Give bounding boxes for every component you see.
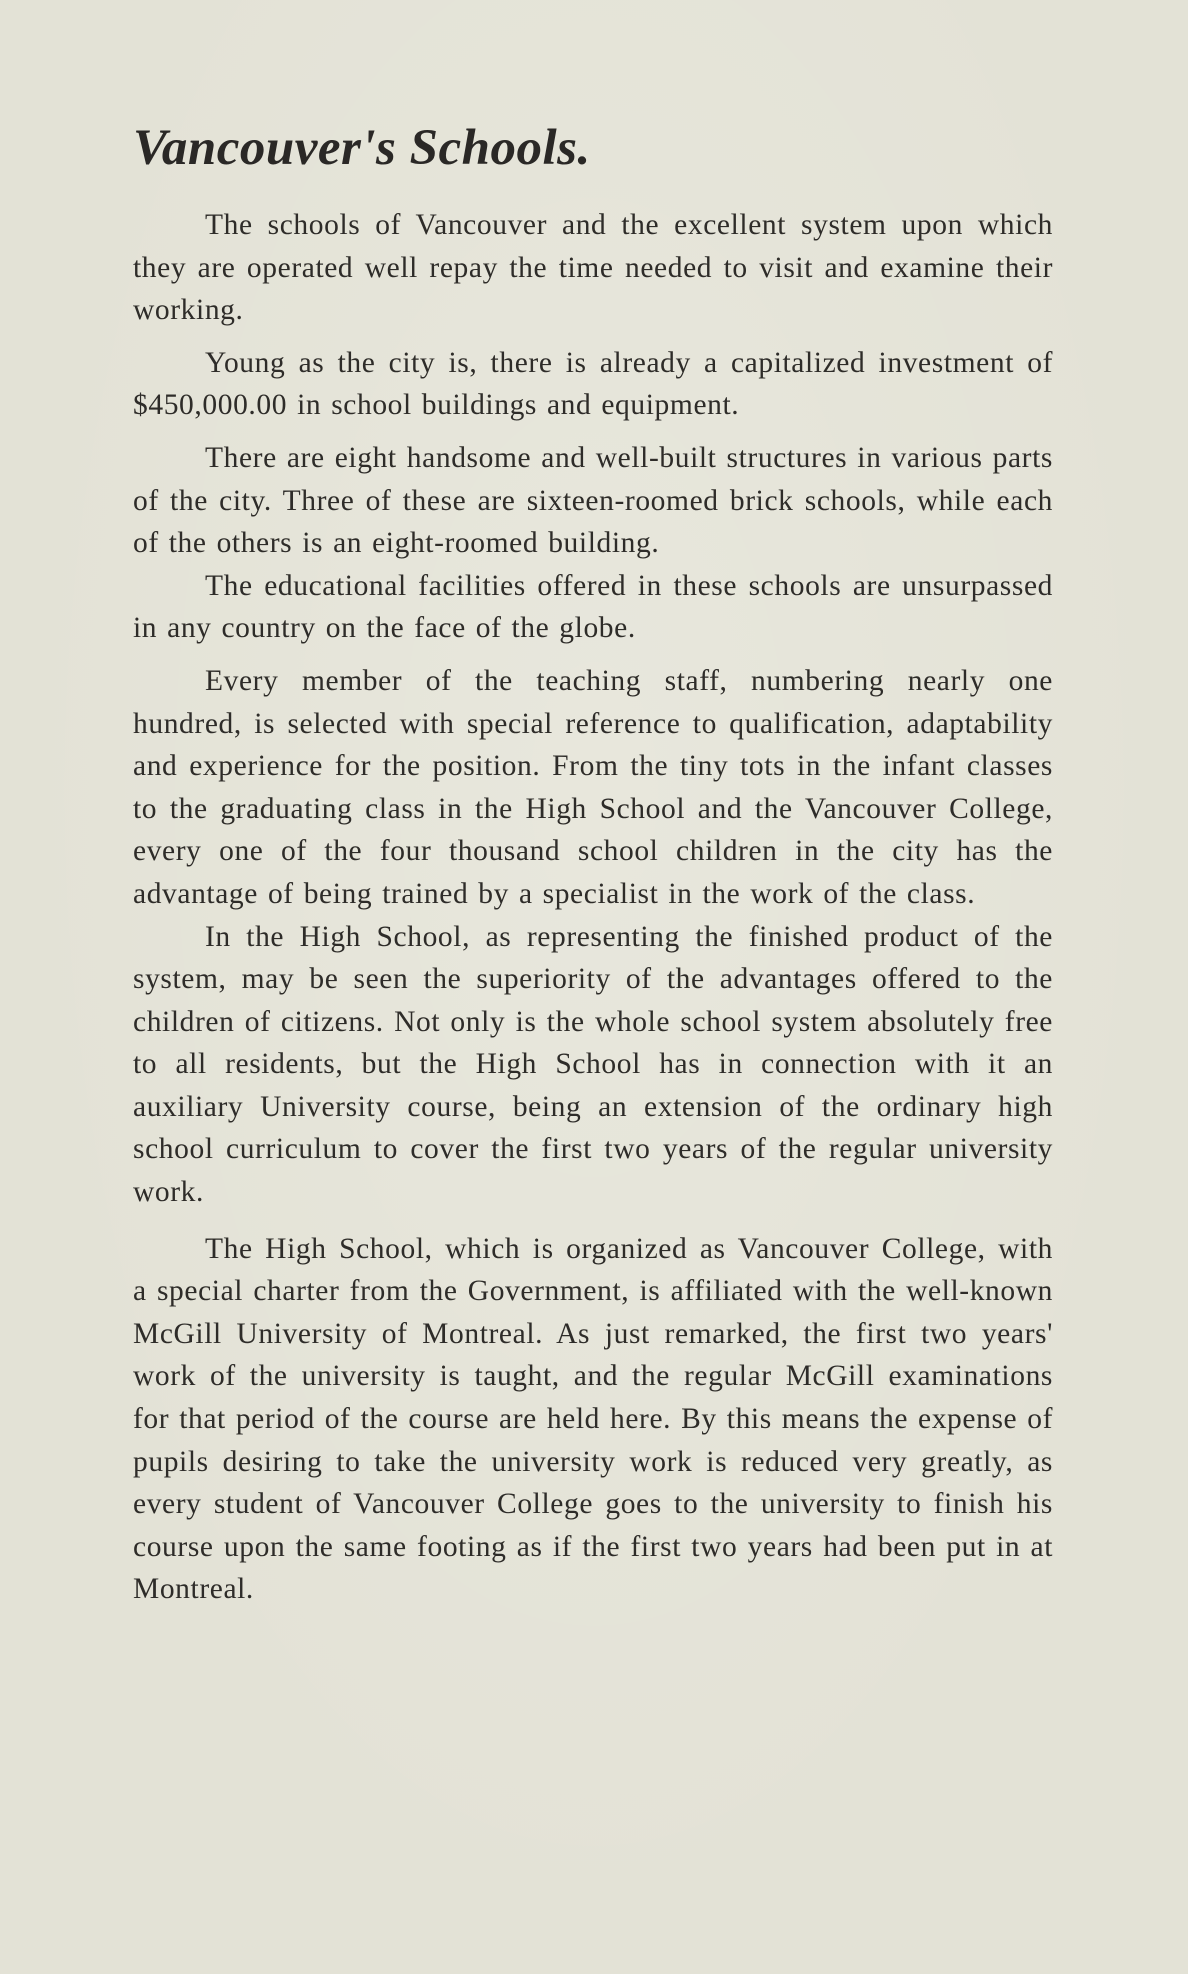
paragraph-vancouver-college: The High School, which is organized as Vancouver College, with a special charter from the Government, is affiliated with the well-known McGill University of Montreal. As just remarked, the first two years' work of the university is taught, and the regular McGill examinations for that period of the course are held here. By this means the expense of pupils desiring to take the university work is reduced very greatly, as every student of Vancouver College goes to the university to finish his course upon the same footing as if the first two years had been put in at Montreal. <box>133 1232 1053 1606</box>
page-title: Vancouver's Schools. <box>133 120 591 176</box>
paragraph-intro: The schools of Vancouver and the excellent system upon which they are operated well repay the time needed to visit and examine their working. <box>133 209 1053 327</box>
paragraph-teaching-staff: Every member of the teaching staff, numbering nearly one hundred, is selected with special reference to qualification, adaptability and experience for the position. From the tiny tots in the infant classes to the graduating class in the High School and the Vancouver College, every one of the four thousand school children in the city has the advantage of being trained by a specialist in the work of the class. <box>133 664 1053 910</box>
paragraph-structures: There are eight handsome and well-built structures in various parts of the city. Three of these are sixteen-roomed brick schools, while each of the others is an eight-roomed building. <box>133 441 1053 560</box>
paragraph-high-school: In the High School, as representing the finished product of the system, may be seen the superiority of the advantages offered to the children of citizens. Not only is the whole school system absolutely free to all residents, but the High School has in connection with it an auxiliary University course, being an extension of the ordinary high school curriculum to cover the first two years of the regular university work. <box>133 920 1053 1209</box>
paragraph-facilities: The educational facilities offered in these schools are unsurpassed in any country on the face of the globe. <box>133 569 1053 645</box>
paragraph-investment: Young as the city is, there is already a capitalized investment of $450,000.00 in school buildings and equipment. <box>133 346 1053 422</box>
document-body <box>133 118 1053 1611</box>
